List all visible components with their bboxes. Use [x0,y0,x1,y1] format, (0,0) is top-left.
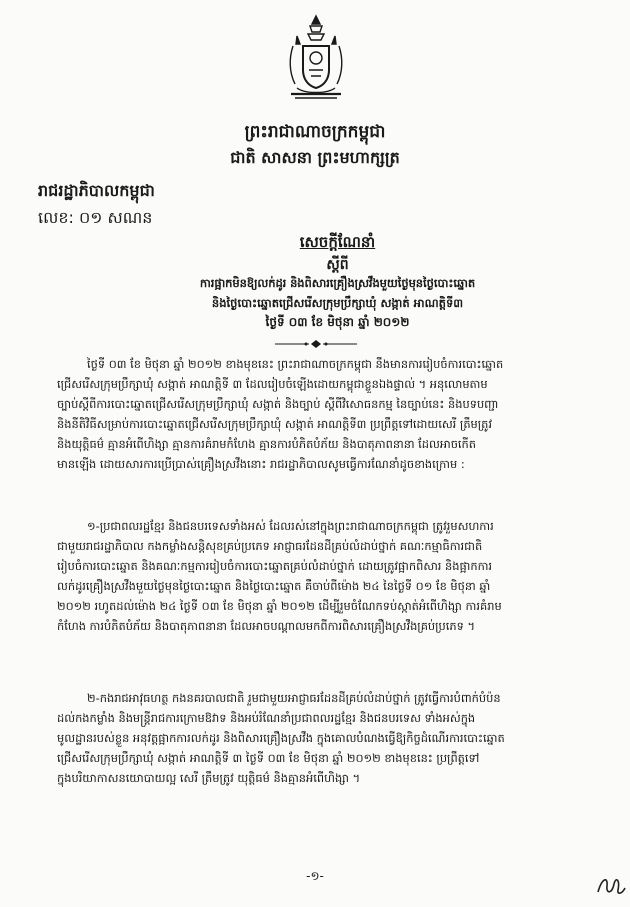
document-date: ថ្ងៃទី ០៣ ខែ មិថុនា ឆ្នាំ ២០១២ [265,315,410,329]
handwritten-initial-icon [594,872,628,898]
body-paragraph: ២-កងរាជអាវុធហត្ថ កងនគរបាលជាតិ រួមជាមួយអាជ្ញាធរដែនដីគ្រប់លំដាប់ថ្នាក់ ត្រូវធ្វើការបំពាក់បំប៉ន ដល់កងកម្លាំង និងមន្ត្រីរាជការក្រោមឱវាទ និងអប់រំណែនាំប្រជាពលរដ្ឋខ្មែរ និងជនបរទេស ទាំងអស់ក្នុង មូលដ្ឋានរបស់ខ្លួន អនុវត្តផ្អាកការលក់ដូរ និងពិសារគ្រឿងស្រវឹង ក្នុងគោលបំណងធ្វើឱ្យកិច្ចដំណើរការបោះឆ្នោត ជ្រើសរើសក្រុមប្រឹក្សាឃុំ សង្កាត់ អាណត្តិទី ៣ ថ្ងៃទី ០៣ ខែ មិថុនា ឆ្នាំ ២០១២ ខាងមុខនេះ ប្រព្រឹត្តទៅ ក្នុងបរិយាកាសនយោបាយល្អ សេរី ត្រឹមត្រូវ យុត្តិធម៌ និងគ្មានអំពើហិង្សា ។ [57,691,505,785]
royal-coat-of-arms-icon [283,14,349,100]
subject-line-1: ការផ្អាកមិនឱ្យលក់ដូរ និងពិសារគ្រឿងស្រវឹងមួយថ្ងៃមុនថ្ងៃបោះឆ្នោត [199,276,476,290]
document-type: សេចក្តីណែនាំ [299,233,376,251]
national-motto: ជាតិ សាសនា ព្រះមហាក្សត្រ [230,148,400,167]
page-number: -១- [306,869,324,883]
kingdom-heading: ព្រះរាជាណាចក្រកម្ពុជា [244,122,386,142]
issuer-ministry: រាជរដ្ឋាភិបាលកម្ពុជា [38,181,155,200]
subject-line-2: និងថ្ងៃបោះឆ្នោតជ្រើសរើសក្រុមប្រឹក្សាឃុំ សង្កាត់ អាណត្តិទី៣ [211,296,464,310]
reference-number: លេខ: ០១ សណន [38,208,153,227]
document-about: ស្តីពី [326,257,349,273]
body-paragraph: ថ្ងៃទី ០៣ ខែ មិថុនា ឆ្នាំ ២០១២ ខាងមុខនេះ ព្រះរាជាណាចក្រកម្ពុជា នឹងមានការរៀបចំការបោះឆ្នោត ជ្រើសរើសក្រុមប្រឹក្សាឃុំ សង្កាត់ អាណត្តិទី ៣ ដែលរៀបចំឡើងដោយកម្ពុជាខ្លួនឯងផ្ទាល់ ។ អនុលោមតាម ច្បាប់ស្តីពីការបោះឆ្នោតជ្រើសរើសក្រុមប្រឹក្សាឃុំ សង្កាត់ និងច្បាប់ ស្តីពីវិសោធនកម្ម នៃច្បាប់នេះ និងបទបញ្ជា និងនីតិវិធីសម្រាប់ការបោះឆ្នោតជ្រើសរើសក្រុមប្រឹក្សាឃុំ សង្កាត់ អាណត្តិទី៣ ប្រព្រឹត្តទៅដោយសេរី ត្រឹមត្រូវ និងយុត្តិធម៌ គ្មានអំពើហិង្សា គ្មានការគំរាមកំហែង គ្មានការបំភិតបំភ័យ និងបាតុភាពនានា ដែលអាចកើត មានឡើង ដោយសារការប្រើប្រាស់គ្រឿងស្រវឹងនោះ រាជរដ្ឋាភិបាលសូមធ្វើការណែនាំដូចខាងក្រោម : [57,357,504,471]
ornament-divider [273,339,359,349]
body-paragraph: ១-ប្រជាពលរដ្ឋខ្មែរ និងជនបរទេសទាំងអស់ ដែលរស់នៅក្នុងព្រះរាជាណាចក្រកម្ពុជា ត្រូវរួមសហការ ជាមួយរាជរដ្ឋាភិបាល កងកម្លាំងសន្តិសុខគ្រប់ប្រភេទ អាជ្ញាធរដែនដីគ្រប់លំដាប់ថ្នាក់ គណៈកម្មាធិការជាតិ រៀបចំការបោះឆ្នោត និងគណៈកម្មការរៀបចំការបោះឆ្នោតគ្រប់លំដាប់ថ្នាក់ ដោយត្រូវផ្អាកពិសារ និងផ្អាកការ លក់ដូរគ្រឿងស្រវឹងមួយថ្ងៃមុនថ្ងៃបោះឆ្នោត និងថ្ងៃបោះឆ្នោត គឺចាប់ពីម៉ោង ២៤ នៃថ្ងៃទី ០១ ខែ មិថុនា ឆ្នាំ ២០១២ រហូតដល់ម៉ោង ២៤ ថ្ងៃទី ០៣ ខែ មិថុនា ឆ្នាំ ២០១២ ដើម្បីរួមចំណែកទប់ស្កាត់អំពើហិង្សា ការគំរាម កំហែង ការបំភិតបំភ័យ និងបាតុភាពនានា ដែលអាចបណ្តាលមកពីការពិសារគ្រឿងស្រវឹងគ្រប់ប្រភេទ ។ [57,519,502,633]
